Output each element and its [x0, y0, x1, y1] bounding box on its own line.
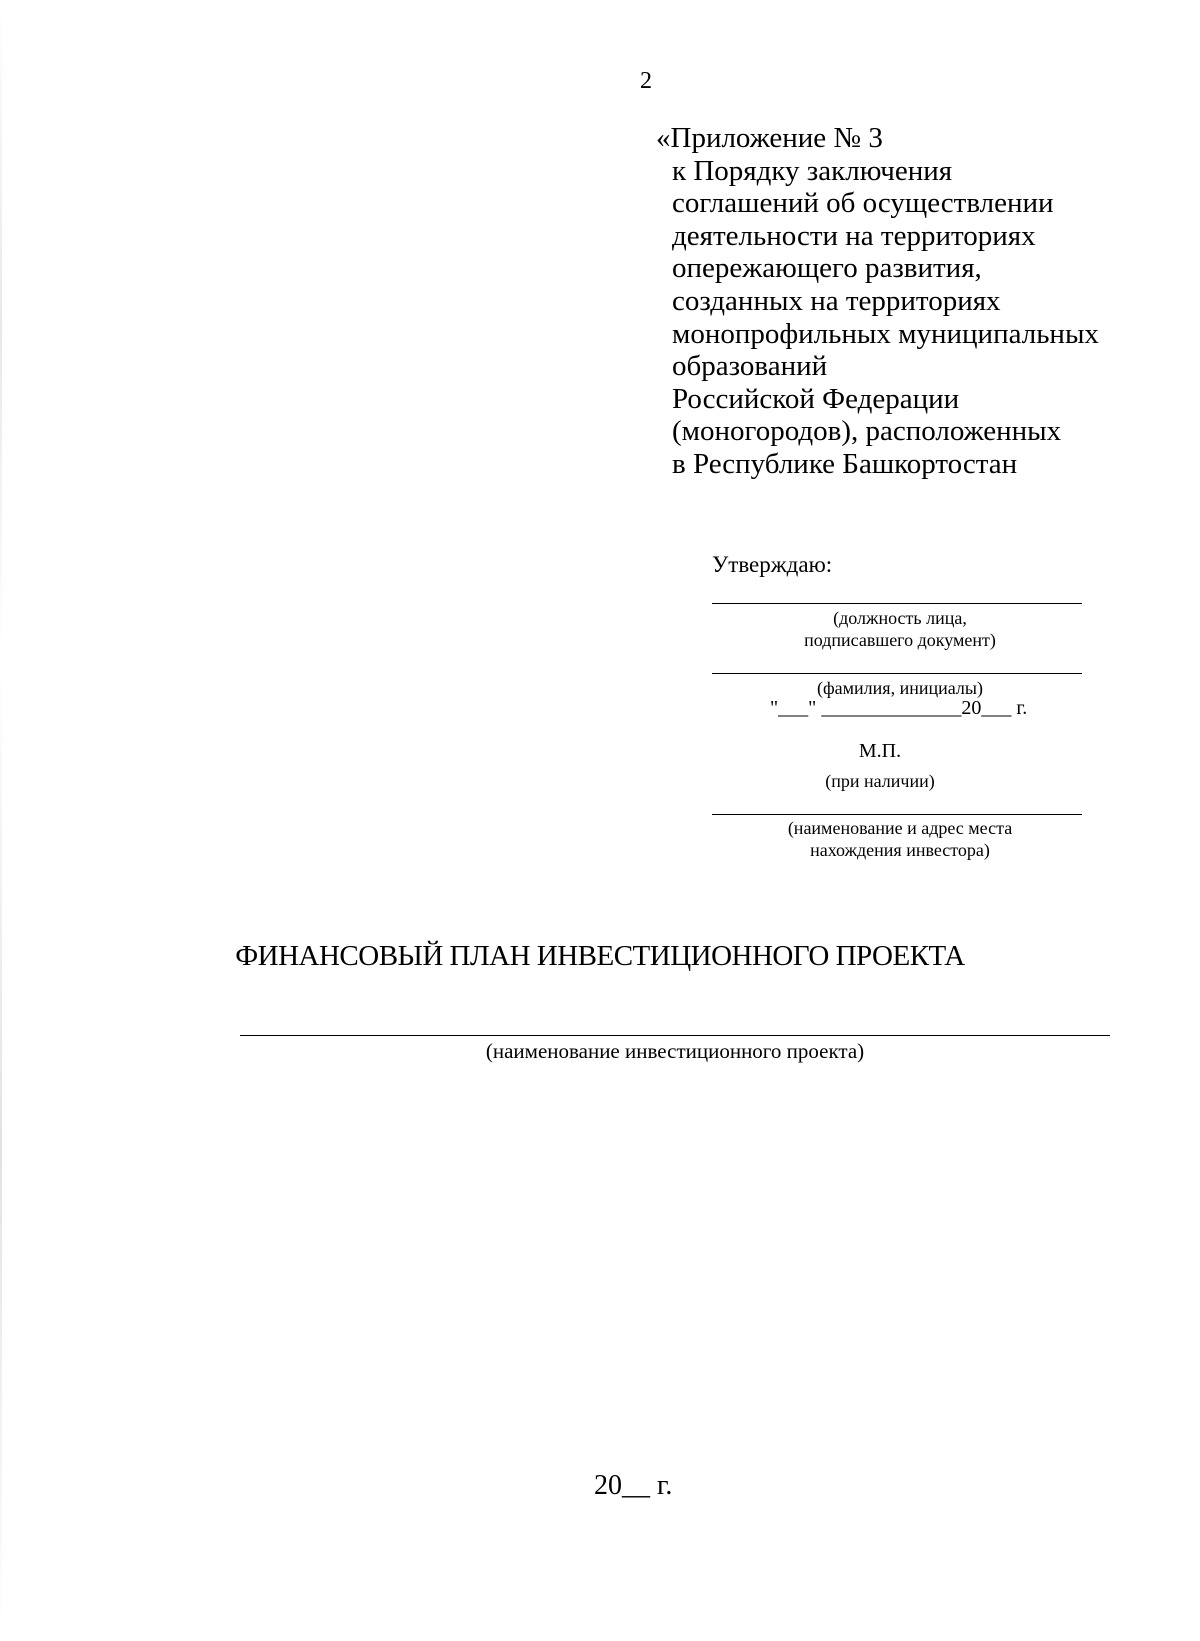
appendix-line: монопрофильных муниципальных	[672, 317, 1099, 350]
appendix-line: в Республике Башкортостан	[672, 447, 1018, 480]
stamp-label: М.П.	[858, 740, 902, 762]
name-caption: (фамилия, инициалы)	[817, 678, 983, 698]
position-caption-line: (должность лица,	[833, 608, 967, 628]
approve-label: Утверждаю:	[712, 552, 833, 577]
appendix-line: соглашений об осуществлении	[672, 187, 1054, 220]
document-title: ФИНАНСОВЫЙ ПЛАН ИНВЕСТИЦИОННОГО ПРОЕКТА	[235, 940, 965, 972]
position-signature-line	[712, 603, 1082, 604]
investor-caption-line: нахождения инвестора)	[810, 840, 990, 860]
investor-line	[712, 814, 1082, 815]
appendix-line: образований	[672, 350, 828, 383]
appendix-line: созданных на территориях	[672, 284, 1001, 317]
appendix-line: Российской Федерации	[672, 382, 960, 415]
document-year: 20__ г.	[594, 1470, 673, 1501]
scan-edge-shadow	[0, 0, 2, 1641]
position-caption-line: подписавшего документ)	[804, 630, 996, 650]
stamp-note: (при наличии)	[825, 771, 935, 791]
appendix-line: деятельности на территориях	[672, 219, 1036, 252]
date-line: "___" ______________20___ г.	[770, 697, 1028, 719]
investor-caption-line: (наименование и адрес места	[787, 818, 1013, 838]
investor-caption	[750, 817, 1050, 861]
project-name-caption: (наименование инвестиционного проекта)	[485, 1039, 865, 1063]
appendix-reference	[656, 122, 1099, 481]
appendix-line: к Порядку заключения	[672, 154, 953, 187]
position-caption	[780, 607, 1020, 651]
project-name-line	[240, 1035, 1110, 1036]
appendix-title: «Приложение № 3	[656, 122, 883, 154]
appendix-line: (моногородов), расположенных	[672, 415, 1062, 448]
appendix-line: опережающего развития,	[672, 252, 982, 285]
name-signature-line	[712, 673, 1082, 674]
page-number: 2	[640, 68, 652, 94]
